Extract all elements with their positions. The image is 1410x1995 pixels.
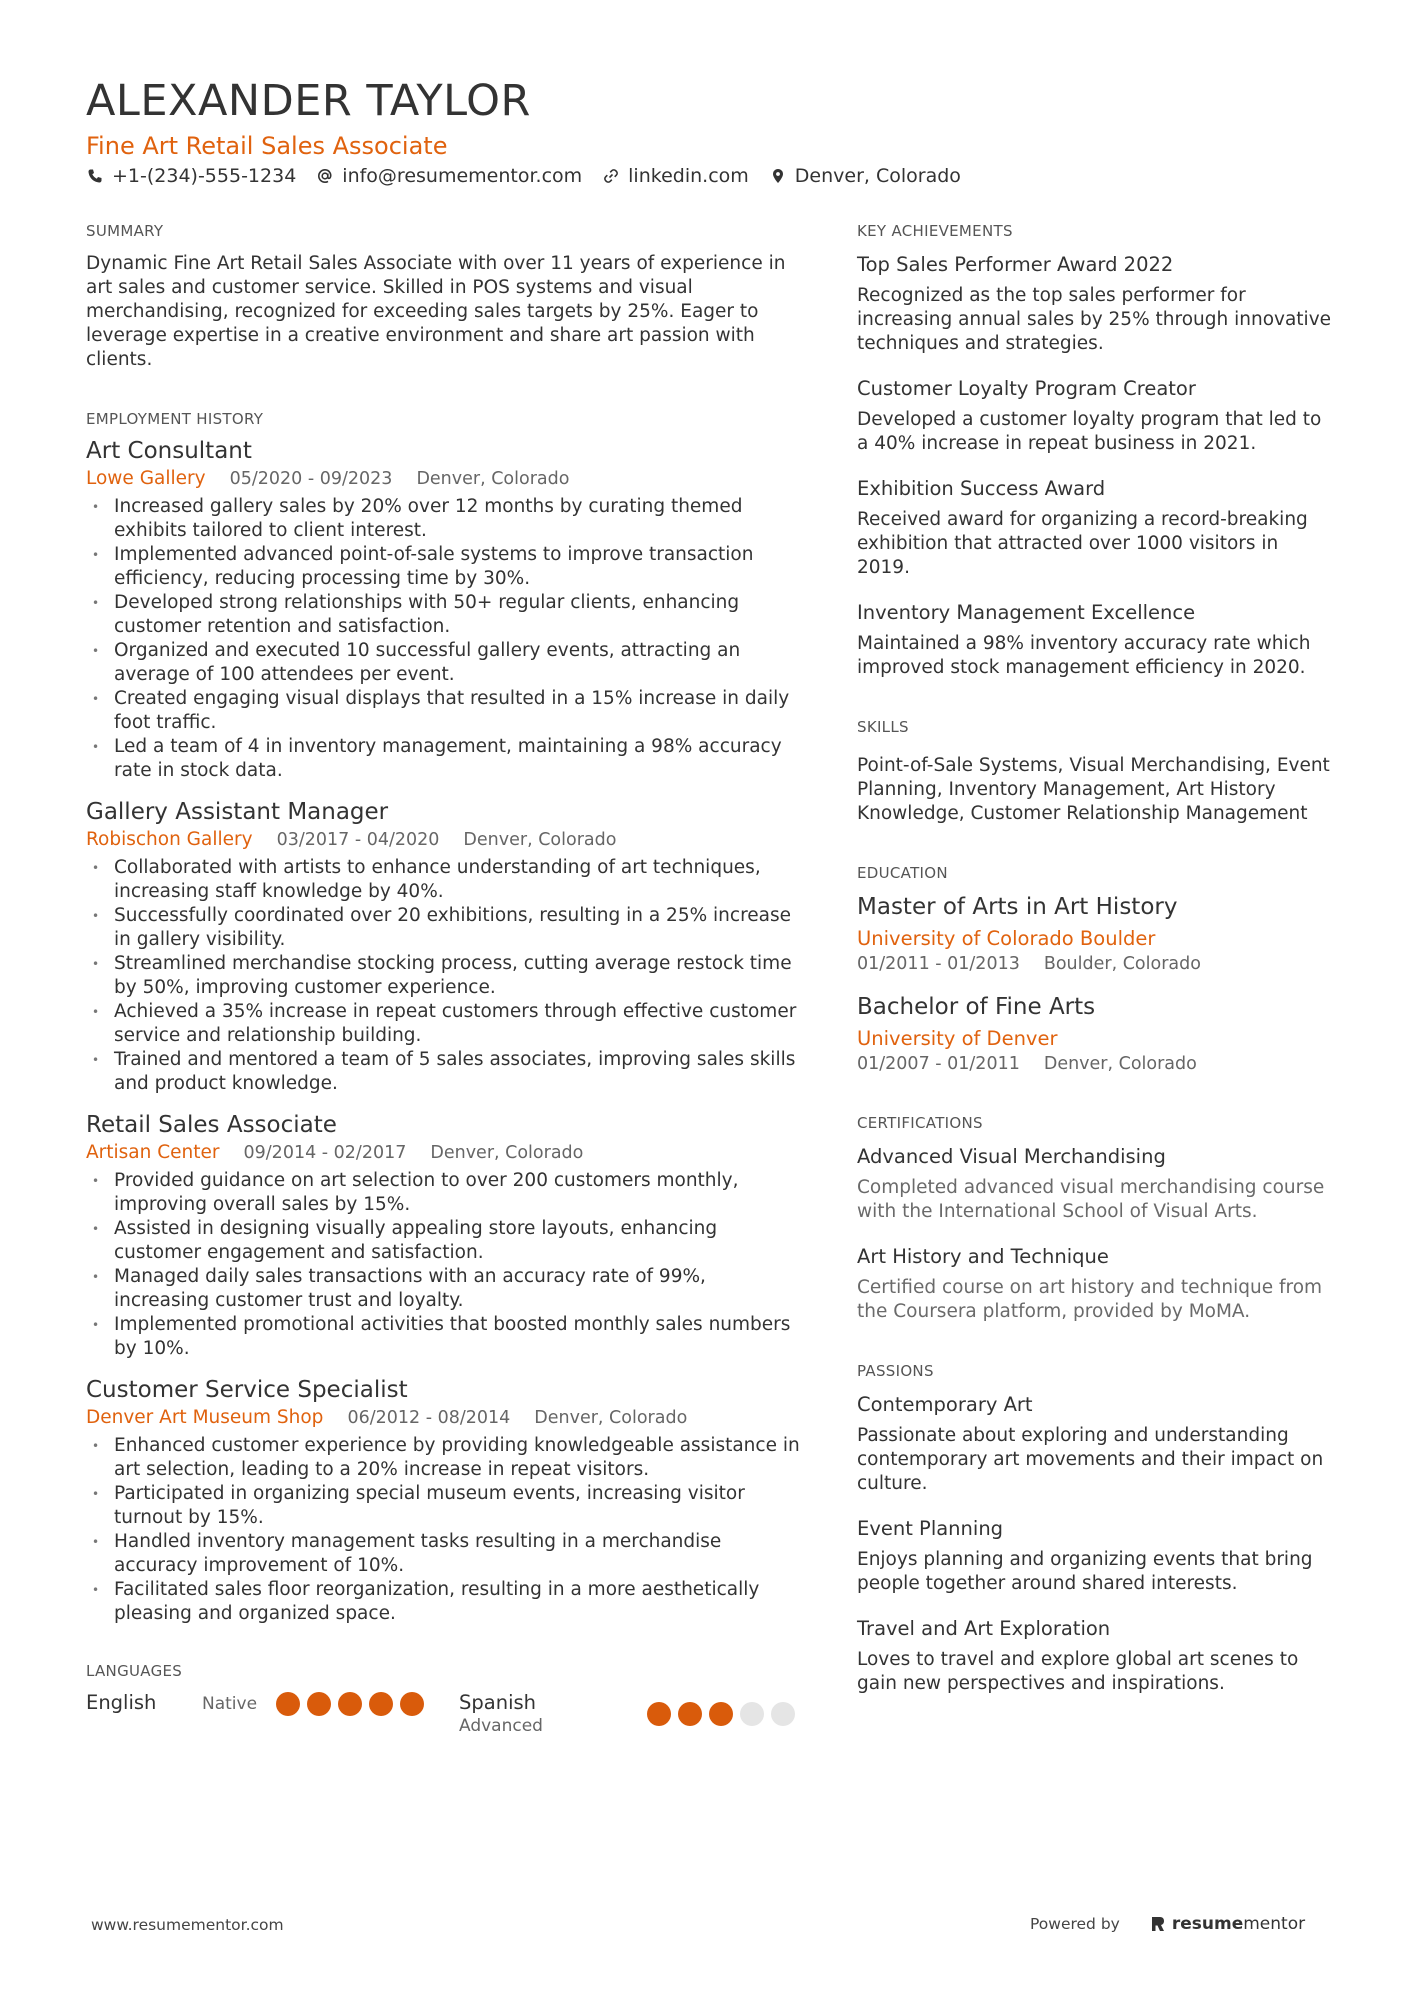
contact-bar [86,165,981,187]
location-pin-icon [769,167,787,185]
job-bullet: • Assisted in designing visually appealing store layouts, enhancing customer engagement and satisfaction. [86,1217,802,1265]
job-title: Art Consultant [86,438,252,464]
footer-url[interactable]: www.resumementor.com [91,1916,284,1934]
achievement-title: Exhibition Success Award [857,477,1106,500]
certification-item [857,1144,1337,1224]
passion-item [857,1516,1337,1596]
job-bullet: • Successfully coordinated over 20 exhibitions, resulting in a 25% increase in gallery visibility. [86,904,802,952]
education-item [857,892,1337,976]
passion-title: Event Planning [857,1517,1004,1540]
job-entry [86,797,802,1096]
job-bullet: • Led a team of 4 in inventory management, maintaining a 98% accuracy rate in stock data. [86,735,802,783]
contact-location-text: Denver, Colorado [794,165,961,187]
rating-dot-empty [740,1702,764,1726]
passion-text: Passionate about exploring and understanding contemporary art movements and their impact on culture. [857,1425,1324,1494]
skills-text: Point-of-Sale Systems, Visual Merchandising, Event Planning, Inventory Management, Art History Knowledge, Customer Relationship Management [857,755,1330,824]
languages-row [86,1690,802,1736]
achievement-text: Received award for organizing a record-breaking exhibition that attracted over 1000 visitors in 2019. [857,509,1308,578]
certification-text: Certified course on art history and technique from the Coursera platform, provided by MoMA. [857,1277,1323,1322]
contact-phone-text: +1-(234)-555-1234 [112,165,297,187]
brand-logo[interactable] [1150,1914,1305,1934]
job-company: Artisan Center [86,1142,220,1163]
job-bullet: • Created engaging visual displays that resulted in a 15% increase in daily foot traffic. [86,687,802,735]
job-dates: 09/2014 - 02/2017 [243,1143,407,1163]
job-location: Denver, Colorado [430,1143,584,1163]
achievement-text: Maintained a 98% inventory accuracy rate which improved stock management efficiency in 2020. [857,633,1311,678]
certification-text: Completed advanced visual merchandising course with the International School of Visual Arts. [857,1177,1325,1222]
education-item [857,992,1337,1076]
achievement-title: Top Sales Performer Award 2022 [857,253,1174,276]
rating-dot-filled [338,1692,362,1716]
contact-location [769,165,961,187]
job-company: Robischon Gallery [86,829,253,850]
brand-logo-icon [1150,1915,1166,1933]
rating-dot-filled [647,1702,671,1726]
achievements-heading: KEY ACHIEVEMENTS [857,222,1013,240]
rating-dot-filled [400,1692,424,1716]
education-location: Boulder, Colorado [1043,954,1201,974]
language-name-block [459,1690,647,1736]
job-company: Denver Art Museum Shop [86,1407,324,1428]
job-bullet: • Organized and executed 10 successful gallery events, attracting an average of 100 attendees per event. [86,639,802,687]
rating-dot-empty [771,1702,795,1726]
rating-dot-filled [369,1692,393,1716]
job-bullets [86,1169,802,1361]
brand-name-rest: mentor [1243,1914,1306,1934]
certification-title: Art History and Technique [857,1245,1109,1268]
passion-text: Loves to travel and explore global art scenes to gain new perspectives and inspirations. [857,1649,1299,1694]
achievement-item [857,252,1337,356]
achievement-title: Customer Loyalty Program Creator [857,377,1196,400]
right-column [857,222,1337,1696]
job-entry [86,1375,802,1626]
contact-linkedin-text: linkedin.com [628,165,749,187]
achievement-title: Inventory Management Excellence [857,601,1196,624]
job-meta [86,466,802,492]
phone-icon [86,167,104,185]
education-dates: 01/2011 - 01/2013 [857,954,1020,974]
contact-phone[interactable] [86,165,296,187]
job-entry [86,1110,802,1361]
contact-email-text: info@resumementor.com [342,165,583,187]
job-bullet: • Managed daily sales transactions with an accuracy rate of 99%, increasing customer trust and loyalty. [86,1265,802,1313]
passion-title: Contemporary Art [857,1393,1033,1416]
passion-text: Enjoys planning and organizing events that bring people together around shared interests. [857,1549,1313,1594]
job-bullet: • Handled inventory management tasks resulting in a merchandise accuracy improvement of 10%. [86,1530,802,1578]
job-bullet: • Streamlined merchandise stocking process, cutting average restock time by 50%, improving customer experience. [86,952,802,1000]
job-meta [86,1140,802,1166]
language-rating [647,1702,802,1726]
education-meta [857,952,1337,976]
certification-title: Advanced Visual Merchandising [857,1145,1166,1168]
job-bullet: • Achieved a 35% increase in repeat customers through effective customer service and relationship building. [86,1000,802,1048]
brand-name-bold: resume [1171,1914,1244,1934]
languages-heading: LANGUAGES [86,1662,183,1680]
education-heading: EDUCATION [857,864,948,882]
passion-item [857,1616,1337,1696]
achievement-item [857,476,1337,580]
certification-item [857,1244,1337,1324]
left-column [86,222,802,1736]
summary-heading: SUMMARY [86,222,164,240]
certifications-heading: CERTIFICATIONS [857,1114,983,1132]
employment-heading: EMPLOYMENT HISTORY [86,410,264,428]
job-bullets [86,856,802,1096]
contact-email[interactable] [316,165,582,187]
rating-dot-filled [276,1692,300,1716]
education-degree: Master of Arts in Art History [857,894,1178,920]
achievement-text: Developed a customer loyalty program that led to a 40% increase in repeat business in 2021. [857,409,1322,454]
job-bullets [86,495,802,783]
language-rating [276,1692,431,1716]
summary-text: Dynamic Fine Art Retail Sales Associate with over 11 years of experience in art sales and customer service. Skilled in POS systems and visual merchandising, recognized for exceeding sales targets by 25%. Eager to leverage expertise in a creative environment and share art passion with clients. [86,253,786,370]
language-english [86,1690,459,1718]
education-dates: 01/2007 - 01/2011 [857,1054,1020,1074]
job-meta [86,1405,802,1431]
job-bullet: • Increased gallery sales by 20% over 12 months by curating themed exhibits tailored to client interest. [86,495,802,543]
language-name: English [86,1691,157,1714]
language-spanish [459,1690,802,1736]
job-entry [86,436,802,783]
achievement-text: Recognized as the top sales performer for increasing annual sales by 25% through innovative techniques and strategies. [857,285,1332,354]
job-bullets [86,1434,802,1626]
skills-heading: SKILLS [857,718,909,736]
language-level: Native [202,1694,258,1714]
passions-heading: PASSIONS [857,1362,934,1380]
powered-by-text: Powered by [1030,1915,1120,1933]
job-company: Lowe Gallery [86,468,206,489]
job-location: Denver, Colorado [534,1408,688,1428]
passion-item [857,1392,1337,1496]
job-location: Denver, Colorado [463,830,617,850]
candidate-role: Fine Art Retail Sales Associate [86,132,448,160]
rating-dot-filled [307,1692,331,1716]
rating-dot-filled [709,1702,733,1726]
job-location: Denver, Colorado [416,469,570,489]
job-bullet: • Trained and mentored a team of 5 sales associates, improving sales skills and product knowledge. [86,1048,802,1096]
education-school: University of Colorado Boulder [857,927,1156,950]
at-icon [316,167,334,185]
education-location: Denver, Colorado [1043,1054,1197,1074]
job-bullet: • Implemented promotional activities that boosted monthly sales numbers by 10%. [86,1313,802,1361]
language-name: Spanish [459,1691,537,1714]
contact-linkedin[interactable] [602,165,749,187]
language-level: Advanced [459,1716,543,1736]
job-dates: 03/2017 - 04/2020 [276,830,440,850]
job-dates: 05/2020 - 09/2023 [229,469,393,489]
job-title: Customer Service Specialist [86,1377,408,1403]
job-bullet: • Participated in organizing special museum events, increasing visitor turnout by 15%. [86,1482,802,1530]
job-title: Retail Sales Associate [86,1112,337,1138]
job-title: Gallery Assistant Manager [86,799,389,825]
rating-dot-filled [678,1702,702,1726]
achievement-item [857,376,1337,456]
education-school: University of Denver [857,1027,1058,1050]
passion-title: Travel and Art Exploration [857,1617,1111,1640]
link-icon [602,167,620,185]
job-bullet: • Collaborated with artists to enhance understanding of art techniques, increasing staff knowledge by 40%. [86,856,802,904]
footer-powered [1030,1914,1305,1934]
job-bullet: • Developed strong relationships with 50+ regular clients, enhancing customer retention and satisfaction. [86,591,802,639]
job-bullet: • Facilitated sales floor reorganization, resulting in a more aesthetically pleasing and organized space. [86,1578,802,1626]
candidate-name: ALEXANDER TAYLOR [86,76,531,126]
education-meta [857,1052,1337,1076]
education-degree: Bachelor of Fine Arts [857,994,1096,1020]
achievement-item [857,600,1337,680]
job-dates: 06/2012 - 08/2014 [347,1408,511,1428]
job-bullet: • Provided guidance on art selection to over 200 customers monthly, improving overall sales by 15%. [86,1169,802,1217]
job-bullet: • Enhanced customer experience by providing knowledgeable assistance in art selection, leading to a 20% increase in repeat visitors. [86,1434,802,1482]
job-bullet: • Implemented advanced point-of-sale systems to improve transaction efficiency, reducing processing time by 30%. [86,543,802,591]
job-meta [86,827,802,853]
